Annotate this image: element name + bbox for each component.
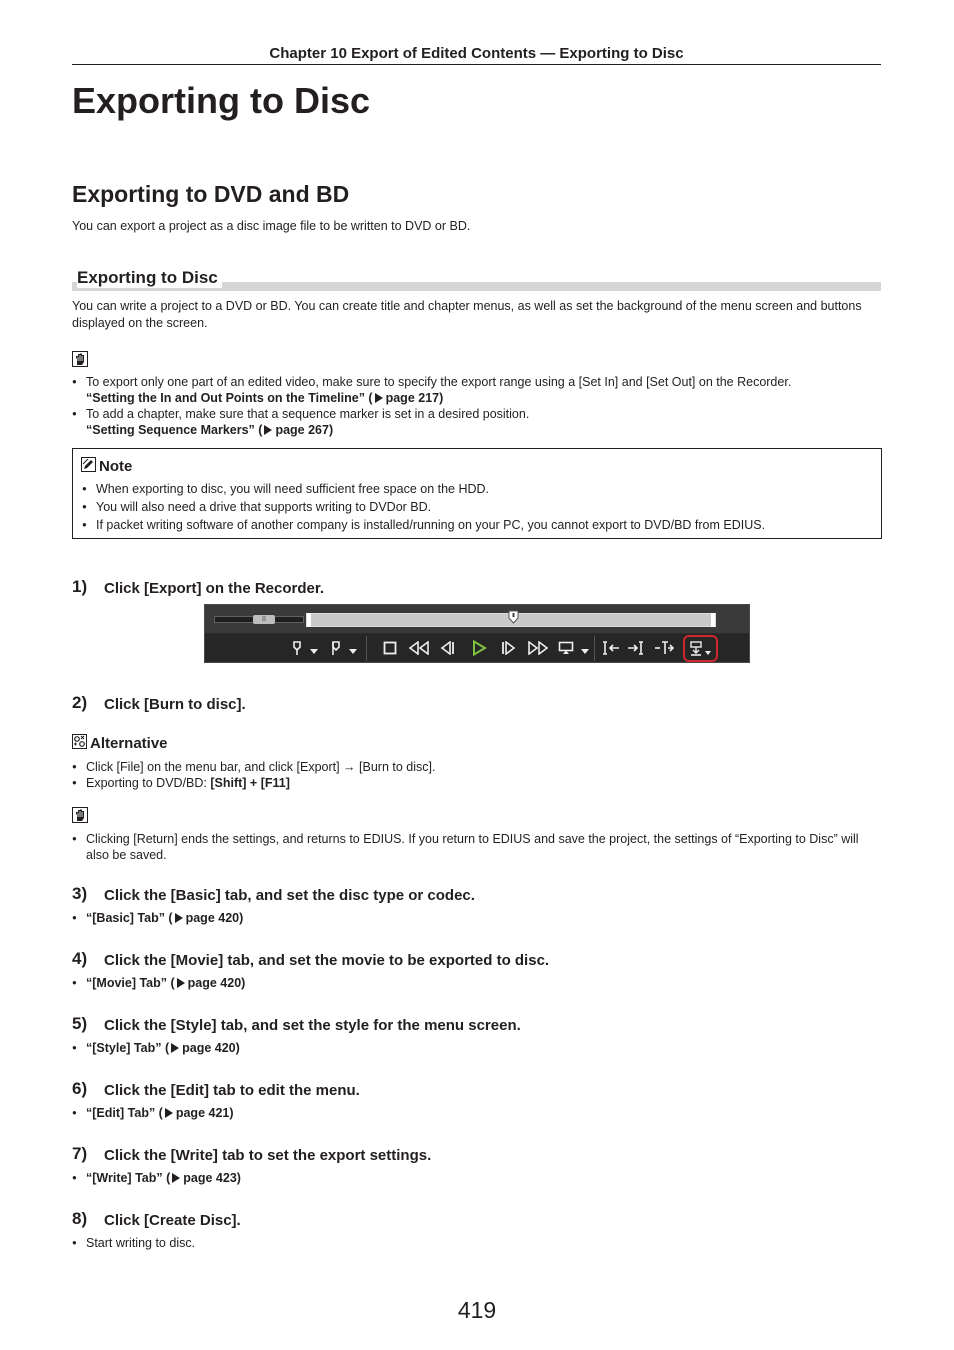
step-number: 2) — [72, 693, 88, 712]
cross-reference[interactable]: “Setting Sequence Markers” ( page 267) — [86, 423, 334, 437]
list-item: ● You will also need a drive that supports writing to DVDor BD. — [82, 498, 872, 516]
list-item — [72, 406, 872, 438]
step-text: Click the [Write] tab to set the export settings. — [104, 1147, 432, 1164]
arrow-right-icon — [177, 978, 185, 988]
play-icon[interactable] — [469, 638, 489, 658]
list-item: ● Click [File] on the menu bar, and click [Export] → [Burn to disc]. — [72, 759, 872, 775]
tip-text: To export only one part of an edited video, make sure to specify the export range using a [Set In] and [Set Out] on the Recorder. — [86, 375, 792, 389]
list-item — [72, 1040, 872, 1056]
arrow-right-icon — [172, 1173, 180, 1183]
note-heading — [81, 457, 132, 476]
list-item: ● Clicking [Return] ends the settings, and returns to EDIUS. If you return to EDIUS and save the project, the settings of “Exporting to Disc” will also be saved. — [72, 831, 882, 863]
list-item: ● Exporting to DVD/BD: [Shift] + [F11] — [72, 775, 872, 791]
subsection-heading — [72, 267, 881, 292]
section-intro: You can export a project as a disc image file to be written to DVD or BD. — [72, 219, 471, 233]
step-text: Click the [Style] tab, and set the style for the menu screen. — [104, 1017, 521, 1034]
step-number: 6) — [72, 1079, 88, 1098]
arrow-right-icon — [171, 1043, 179, 1053]
list-item — [72, 975, 872, 991]
overwrite-to-timeline-icon[interactable] — [626, 638, 648, 658]
chevron-down-icon[interactable] — [580, 646, 590, 656]
cross-reference[interactable]: “[Movie] Tab” ( page 420) — [86, 976, 246, 990]
cross-reference[interactable]: “Setting the In and Out Points on the Timeline” ( page 217) — [86, 391, 444, 405]
page-title: Exporting to Disc — [72, 80, 371, 121]
insert-to-timeline-icon[interactable] — [600, 638, 622, 658]
tip-hand-icon — [72, 351, 88, 367]
alternative-heading — [72, 734, 168, 754]
step-number: 7) — [72, 1144, 88, 1163]
alternative-icon — [72, 734, 87, 754]
position-bar[interactable] — [306, 613, 716, 627]
set-in-icon[interactable] — [289, 638, 305, 658]
export-button[interactable] — [683, 635, 718, 662]
step-reference-list — [72, 1170, 872, 1186]
position-bar-start — [307, 613, 311, 627]
next-frame-icon[interactable] — [499, 638, 519, 658]
step-number: 3) — [72, 884, 88, 903]
step-reference-list — [72, 1105, 872, 1121]
chevron-down-icon[interactable] — [309, 646, 319, 656]
tip-text: To add a chapter, make sure that a sequence marker is set in a desired position. — [86, 407, 530, 421]
list-item — [72, 910, 872, 926]
list-item — [72, 1105, 872, 1121]
arrow-right-icon — [264, 425, 272, 435]
recorder-panel — [204, 604, 750, 663]
toolbar-separator — [594, 636, 595, 661]
cross-reference[interactable]: “[Style] Tab” ( page 420) — [86, 1041, 240, 1055]
page-number: 419 — [457, 1297, 497, 1323]
step-text: Click [Create Disc]. — [104, 1212, 241, 1229]
subsection-title: Exporting to Disc — [77, 268, 222, 288]
shuttle-knob[interactable]: II — [253, 615, 275, 624]
tip-hand-icon — [72, 807, 88, 823]
step-text: Click [Export] on the Recorder. — [104, 580, 325, 597]
step-text: Click the [Movie] tab, and set the movie to be exported to disc. — [104, 952, 550, 969]
subsection-intro: You can write a project to a DVD or BD. You can create title and chapter menus, as well as set the background of the menu screen and buttons displayed on the screen. — [72, 299, 862, 330]
step-number: 4) — [72, 949, 88, 968]
cross-reference[interactable]: “[Edit] Tab” ( page 421) — [86, 1106, 234, 1120]
step-number: 8) — [72, 1209, 88, 1228]
list-item: ● Start writing to disc. — [72, 1235, 872, 1251]
list-item — [72, 374, 872, 406]
list-item: ● If packet writing software of another company is installed/running on your PC, you cannot export to DVD/BD from EDIUS. — [82, 516, 872, 534]
arrow-right-icon — [165, 1108, 173, 1118]
note-box — [72, 448, 882, 539]
arrow-right-icon — [175, 913, 183, 923]
playhead-icon[interactable] — [508, 610, 519, 629]
alternative-list — [72, 759, 872, 791]
step-number: 1) — [72, 577, 88, 596]
note-label: Note — [99, 458, 133, 475]
step-text: Click [Burn to disc]. — [104, 696, 246, 713]
fast-forward-icon[interactable] — [526, 638, 550, 658]
alternative-label: Alternative — [90, 735, 168, 752]
tips-list — [72, 374, 872, 438]
list-item — [72, 1170, 872, 1186]
chevron-down-icon[interactable] — [348, 646, 358, 656]
step-reference-list — [72, 1040, 872, 1056]
list-item: ● When exporting to disc, you will need sufficient free space on the HDD. — [82, 480, 872, 498]
tips-list — [72, 831, 882, 863]
keyboard-shortcut: [Shift] + [F11] — [210, 776, 290, 790]
cross-reference[interactable]: “[Write] Tab” ( page 423) — [86, 1171, 241, 1185]
previous-frame-icon[interactable] — [437, 638, 457, 658]
match-frame-icon[interactable] — [653, 638, 675, 658]
note-list — [82, 480, 872, 534]
rewind-icon[interactable] — [407, 638, 431, 658]
step-detail-list — [72, 1235, 872, 1251]
step-text: Click the [Edit] tab to edit the menu. — [104, 1082, 360, 1099]
cross-reference[interactable]: “[Basic] Tab” ( page 420) — [86, 911, 244, 925]
chapter-header: Chapter 10 Export of Edited Contents — Exporting to Disc — [72, 44, 881, 65]
step-reference-list — [72, 910, 872, 926]
position-bar-end — [711, 613, 715, 627]
note-pencil-icon — [81, 457, 96, 476]
set-out-icon[interactable] — [328, 638, 344, 658]
recorder-button-bar — [205, 634, 750, 663]
stop-icon[interactable] — [382, 638, 398, 658]
step-number: 5) — [72, 1014, 88, 1033]
toolbar-separator — [366, 636, 367, 661]
step-reference-list — [72, 975, 872, 991]
step-text: Click the [Basic] tab, and set the disc type or codec. — [104, 887, 475, 904]
section-title: Exporting to DVD and BD — [72, 181, 350, 207]
loop-icon[interactable] — [556, 638, 576, 658]
arrow-right-icon — [375, 393, 383, 403]
shuttle-slider[interactable] — [214, 616, 304, 623]
